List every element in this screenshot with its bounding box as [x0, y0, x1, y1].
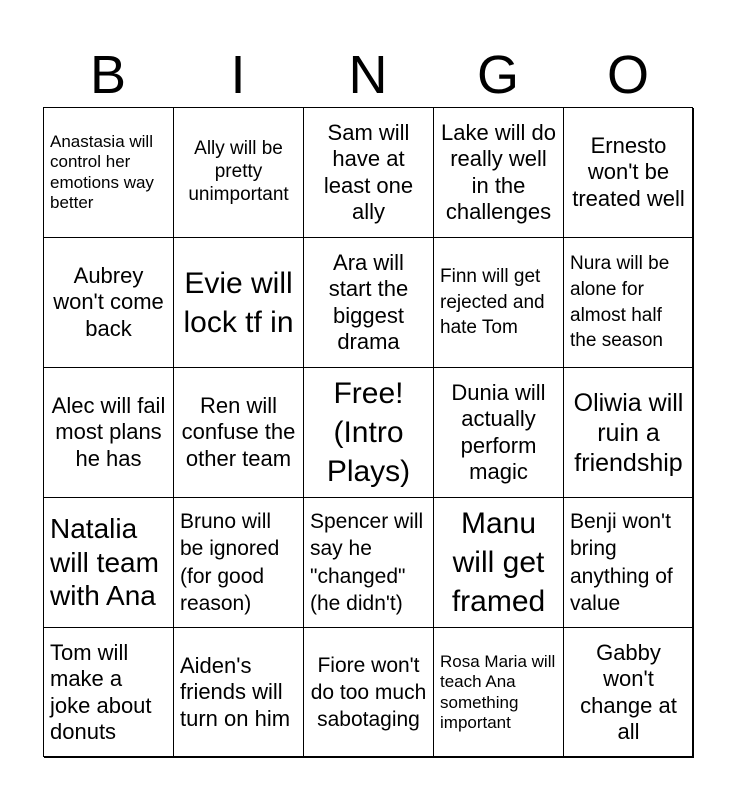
bingo-cell[interactable]: [564, 628, 694, 758]
cell-text: Manu will get framed: [451, 507, 546, 618]
cell-text: Ara will start the biggest drama: [328, 249, 409, 354]
cell-text: Dunia will actually perform magic: [451, 379, 546, 484]
cell-text: Natalia will team with Ana: [50, 513, 159, 612]
cell-text: Nura will be alone for almost half the season: [570, 253, 670, 352]
cell-text: Spencer will say he "changed" (he didn't): [310, 509, 424, 615]
bingo-cell[interactable]: [304, 108, 434, 238]
bingo-cell[interactable]: [434, 498, 564, 628]
bingo-cell[interactable]: [564, 108, 694, 238]
bingo-cell[interactable]: [434, 238, 564, 368]
bingo-cell[interactable]: [174, 108, 304, 238]
title-letter-n: N: [348, 45, 388, 105]
cell-text: Bruno will be ignored (for good reason): [180, 509, 280, 615]
cell-text: Aubrey won't come back: [53, 262, 164, 341]
bingo-cell[interactable]: [564, 368, 694, 498]
cell-text: Fiore won't do too much sabotaging: [310, 653, 427, 732]
cell-text: Aiden's friends will turn on him: [180, 652, 291, 731]
bingo-cell[interactable]: [564, 238, 694, 368]
bingo-cell[interactable]: [44, 498, 174, 628]
cell-text: Gabby won't change at all: [580, 639, 677, 744]
bingo-title: [43, 40, 693, 110]
bingo-cell[interactable]: [44, 238, 174, 368]
cell-text: Anastasia will control her emotions way better: [50, 131, 154, 212]
bingo-cell[interactable]: [434, 368, 564, 498]
bingo-cell[interactable]: [174, 238, 304, 368]
cell-text: Lake will do really well in the challenges: [441, 119, 556, 224]
bingo-cell[interactable]: [174, 368, 304, 498]
bingo-cell[interactable]: [434, 628, 564, 758]
bingo-cell[interactable]: [174, 498, 304, 628]
cell-text: Free! (Intro Plays): [326, 377, 411, 488]
cell-text: Ernesto won't be treated well: [572, 132, 685, 211]
bingo-cell[interactable]: [304, 238, 434, 368]
bingo-cell[interactable]: [304, 628, 434, 758]
free-space-cell[interactable]: [304, 368, 434, 498]
bingo-cell[interactable]: [44, 368, 174, 498]
cell-text: Alec will fail most plans he has: [51, 392, 166, 471]
cell-text: Benji won't bring anything of value: [570, 509, 673, 615]
bingo-cell[interactable]: [174, 628, 304, 758]
cell-text: Ren will confuse the other team: [181, 392, 296, 471]
cell-text: Sam will have at least one ally: [323, 119, 414, 224]
title-letter-i: I: [230, 45, 246, 105]
bingo-grid: [43, 107, 693, 757]
cell-text: Oliwia will ruin a friendship: [573, 388, 684, 477]
title-letter-g: G: [476, 45, 519, 105]
title-letter-b: B: [89, 45, 127, 105]
cell-text: Tom will make a joke about donuts: [50, 639, 152, 744]
bingo-cell[interactable]: [44, 108, 174, 238]
bingo-cell[interactable]: [44, 628, 174, 758]
cell-text: Rosa Maria will teach Ana something important: [440, 651, 556, 732]
bingo-cell[interactable]: [434, 108, 564, 238]
title-letter-o: O: [606, 45, 649, 105]
bingo-cell[interactable]: [304, 498, 434, 628]
cell-text: Evie will lock tf in: [183, 266, 294, 339]
bingo-cell[interactable]: [564, 498, 694, 628]
cell-text: Finn will get rejected and hate Tom: [440, 266, 545, 339]
cell-text: Ally will be pretty unimportant: [188, 138, 289, 205]
